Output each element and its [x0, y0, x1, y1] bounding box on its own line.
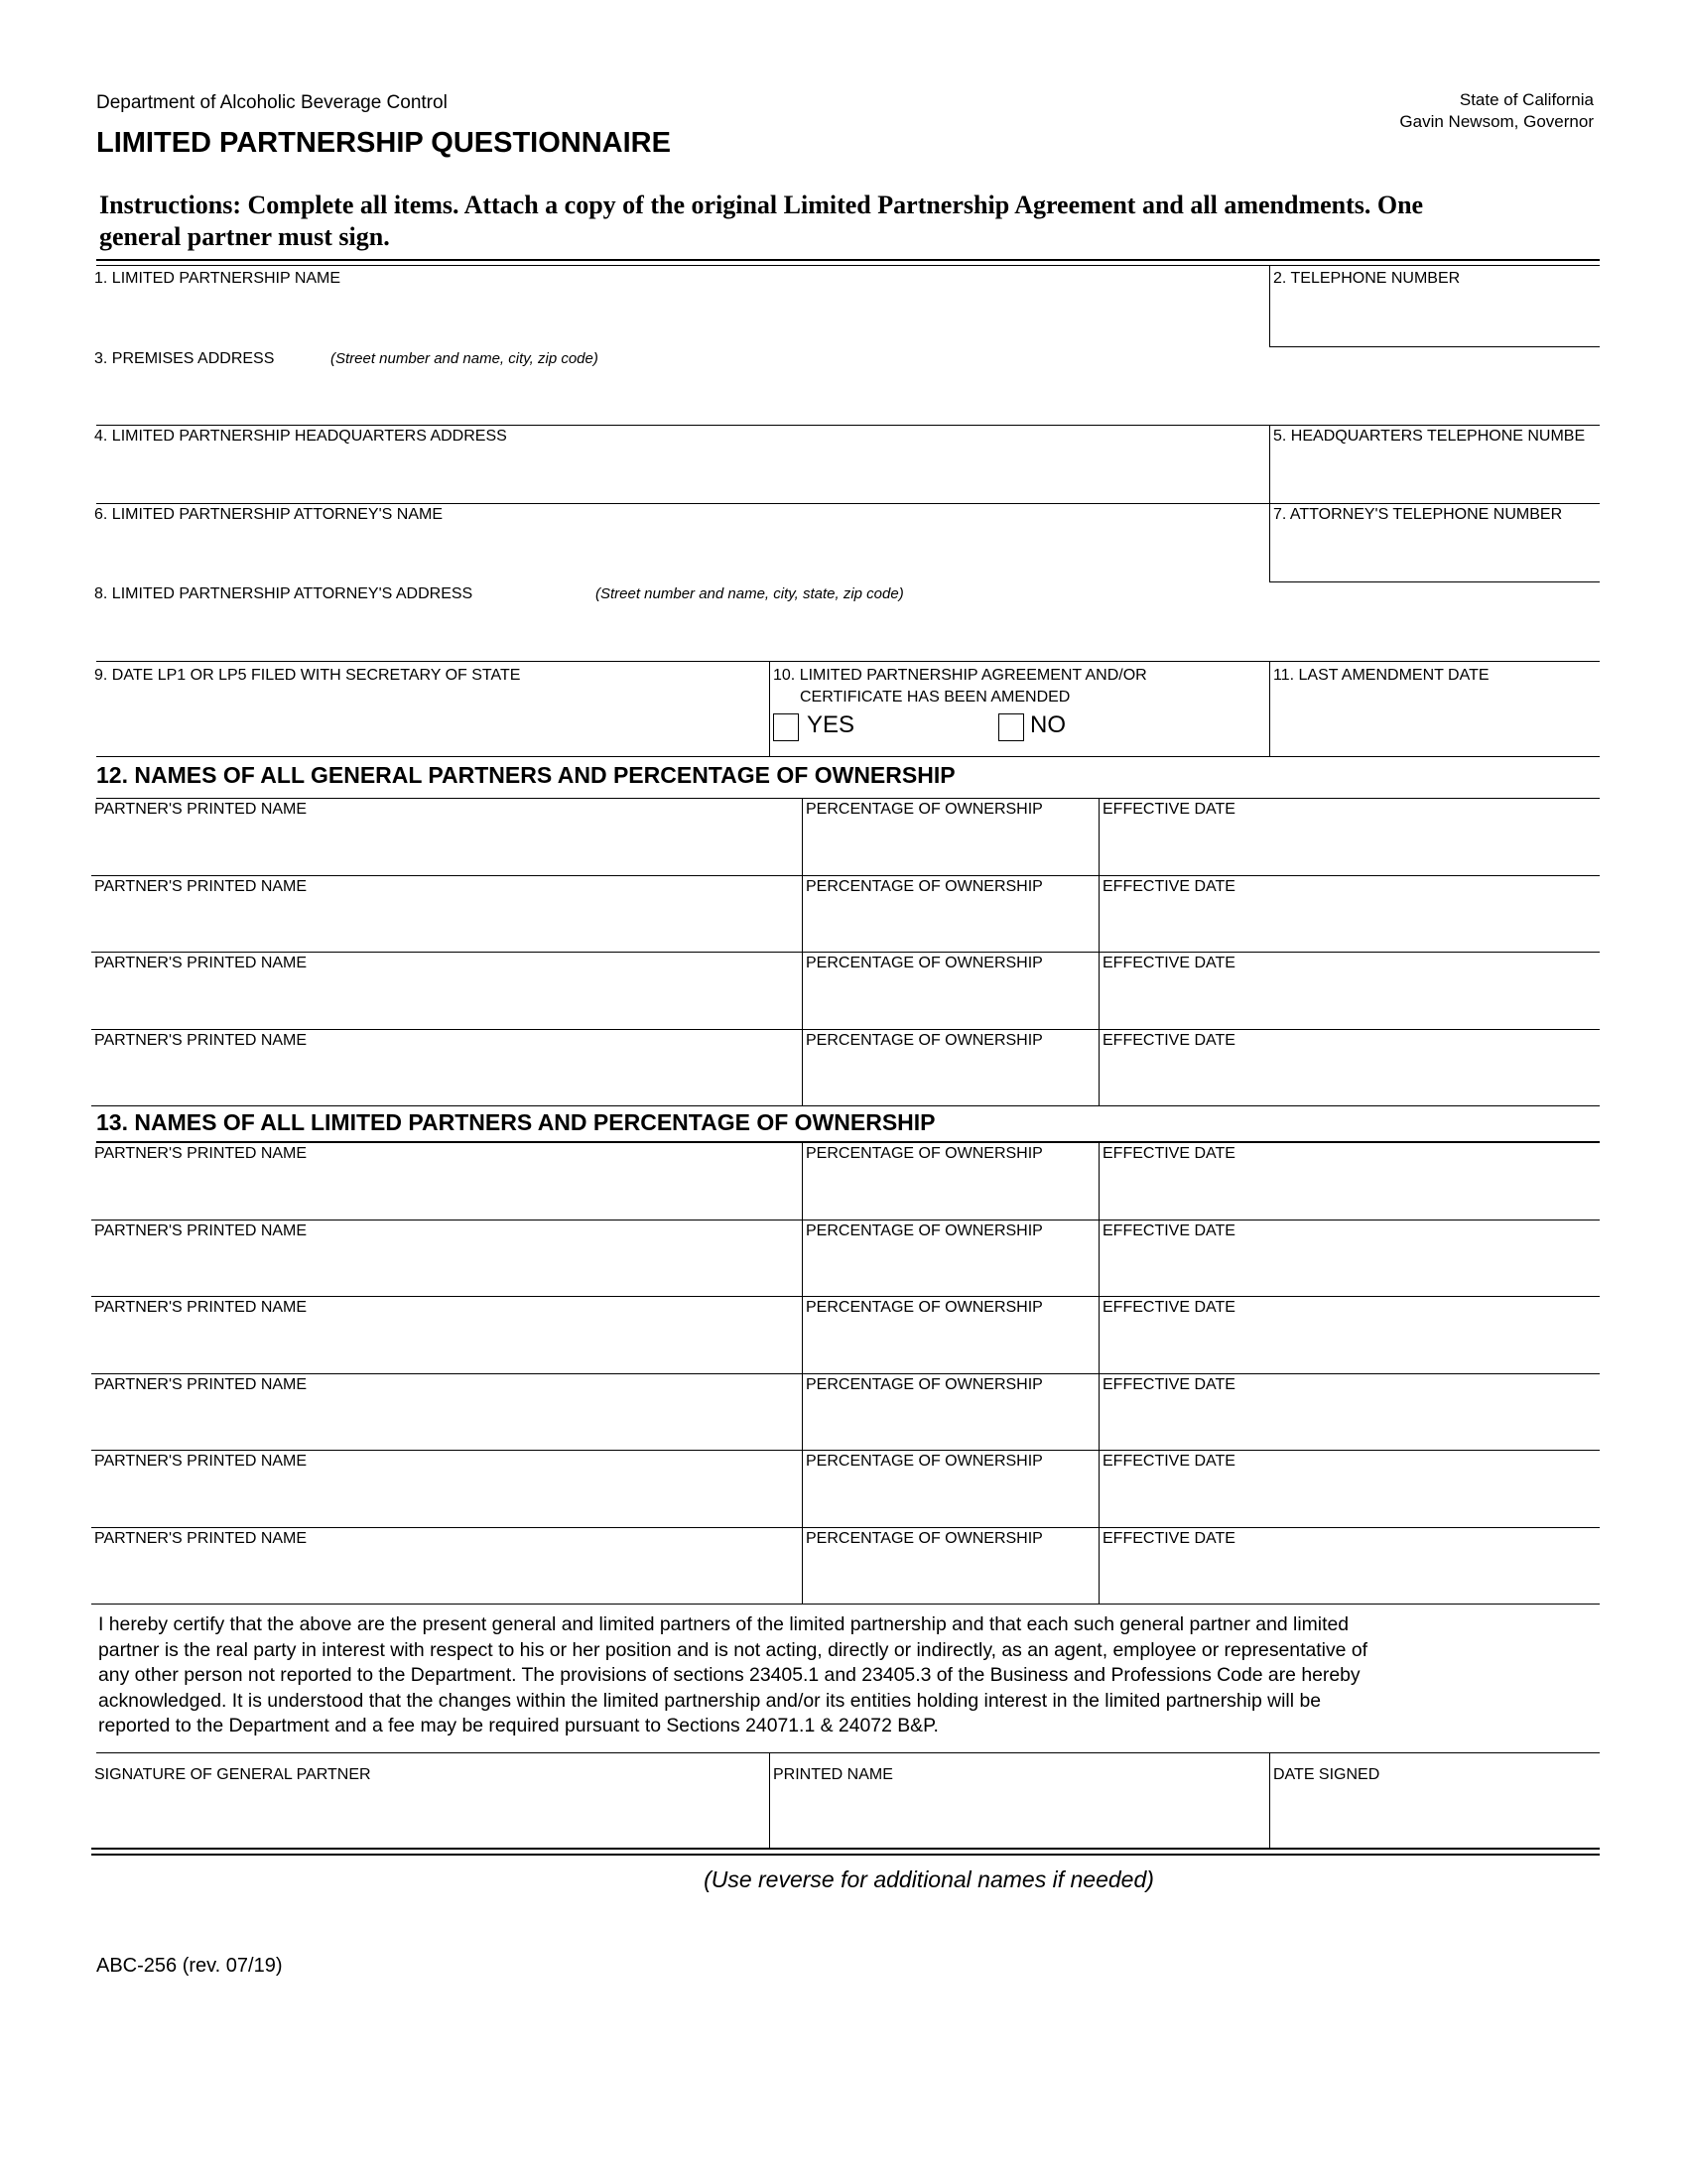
- bottom-rule: [91, 1848, 1600, 1850]
- row-rule: [1269, 581, 1600, 582]
- general-effective-date-input[interactable]: [1103, 1054, 1594, 1101]
- hq-telephone-input[interactable]: [1273, 452, 1596, 496]
- label-percentage: PERCENTAGE OF OWNERSHIP: [806, 1375, 1043, 1393]
- label-effective-date: EFFECTIVE DATE: [1103, 1299, 1235, 1316]
- limited-partner-name-input[interactable]: [94, 1552, 794, 1600]
- limited-effective-date-input[interactable]: [1103, 1475, 1594, 1522]
- label-partner-name: PARTNER'S PRINTED NAME: [94, 1299, 308, 1316]
- general-percentage-input[interactable]: [806, 823, 1094, 870]
- general-partner-name-input[interactable]: [94, 900, 794, 948]
- general-percentage-input[interactable]: [806, 1054, 1094, 1101]
- row-rule: [96, 756, 1600, 757]
- section-rule: [96, 798, 1600, 799]
- label-effective-date: EFFECTIVE DATE: [1103, 955, 1235, 971]
- label-percentage: PERCENTAGE OF OWNERSHIP: [806, 1145, 1043, 1162]
- row-rule: [91, 1527, 1600, 1528]
- limited-effective-date-input[interactable]: [1103, 1244, 1594, 1292]
- divider: [802, 1142, 803, 1220]
- divider: [802, 952, 803, 1029]
- divider: [802, 875, 803, 953]
- certification-line: I hereby certify that the above are the present general and limited partners of the limited partnership and that each such general partner and limited: [98, 1613, 1350, 1635]
- label-effective-date: EFFECTIVE DATE: [1103, 1145, 1235, 1162]
- row-rule: [91, 1029, 1600, 1030]
- limited-partner-name-input[interactable]: [94, 1475, 794, 1522]
- row-rule: [96, 661, 1600, 662]
- certification-text: [98, 1612, 1367, 1739]
- yes-checkbox[interactable]: [773, 713, 799, 741]
- general-partners-heading: 12. NAMES OF ALL GENERAL PARTNERS AND PERCENTAGE OF OWNERSHIP: [96, 762, 956, 788]
- divider: [802, 1029, 803, 1106]
- general-effective-date-input[interactable]: [1103, 976, 1594, 1024]
- instructions-line-1: Instructions: Complete all items. Attach a copy of the original Limited Partnership Agreement and all amendments. One: [99, 191, 1424, 219]
- label-attorney-address: 8. LIMITED PARTNERSHIP ATTORNEY'S ADDRESS: [94, 585, 473, 602]
- label-partner-name: PARTNER'S PRINTED NAME: [94, 1375, 308, 1393]
- divider: [1099, 952, 1100, 1029]
- attorney-telephone-input[interactable]: [1273, 531, 1596, 575]
- limited-percentage-input[interactable]: [806, 1167, 1094, 1215]
- label-partner-name: PARTNER'S PRINTED NAME: [94, 1145, 308, 1162]
- label-effective-date: EFFECTIVE DATE: [1103, 1453, 1235, 1470]
- label-partner-name: PARTNER'S PRINTED NAME: [94, 801, 308, 818]
- limited-percentage-input[interactable]: [806, 1321, 1094, 1368]
- hint-attorney-address: (Street number and name, city, state, zip code): [595, 585, 904, 602]
- limited-partner-name-input[interactable]: [94, 1398, 794, 1446]
- general-percentage-input[interactable]: [806, 976, 1094, 1024]
- label-percentage: PERCENTAGE OF OWNERSHIP: [806, 1529, 1043, 1547]
- label-printed-name: PRINTED NAME: [773, 1766, 893, 1783]
- premises-address-input[interactable]: [94, 375, 1593, 419]
- state-name: State of California: [1459, 90, 1594, 109]
- divider: [1269, 503, 1270, 581]
- reverse-note: (Use reverse for additional names if needed): [704, 1866, 1154, 1892]
- limited-partner-name-input[interactable]: [94, 1321, 794, 1368]
- label-effective-date: EFFECTIVE DATE: [1103, 1529, 1235, 1547]
- divider: [1269, 425, 1270, 503]
- label-effective-date: EFFECTIVE DATE: [1103, 877, 1235, 895]
- divider: [1099, 1142, 1100, 1220]
- general-effective-date-input[interactable]: [1103, 823, 1594, 870]
- label-partner-name: PARTNER'S PRINTED NAME: [94, 1529, 308, 1547]
- section-rule: [96, 1141, 1600, 1143]
- divider: [1099, 875, 1100, 953]
- label-partner-name: PARTNER'S PRINTED NAME: [94, 1221, 308, 1239]
- row-rule: [91, 952, 1600, 953]
- general-partner-name-input[interactable]: [94, 976, 794, 1024]
- label-percentage: PERCENTAGE OF OWNERSHIP: [806, 1453, 1043, 1470]
- limited-effective-date-input[interactable]: [1103, 1167, 1594, 1215]
- general-partner-name-input[interactable]: [94, 823, 794, 870]
- label-lp1-date: 9. DATE LP1 OR LP5 FILED WITH SECRETARY OF STATE: [94, 667, 521, 684]
- label-hq-address: 4. LIMITED PARTNERSHIP HEADQUARTERS ADDRESS: [94, 428, 507, 445]
- no-checkbox[interactable]: [998, 713, 1024, 741]
- certification-line: reported to the Department and a fee may be required pursuant to Sections 24071.1 & 24072 B&P.: [98, 1715, 939, 1736]
- printed-name-input[interactable]: [773, 1794, 1264, 1846]
- divider: [802, 1373, 803, 1451]
- divider: [802, 798, 803, 875]
- limited-percentage-input[interactable]: [806, 1475, 1094, 1522]
- label-percentage: PERCENTAGE OF OWNERSHIP: [806, 1299, 1043, 1316]
- divider: [1269, 266, 1270, 346]
- label-partner-name: PARTNER'S PRINTED NAME: [94, 1453, 308, 1470]
- divider: [802, 1296, 803, 1373]
- divider: [1099, 1029, 1100, 1106]
- label-attorney-telephone: 7. ATTORNEY'S TELEPHONE NUMBER: [1273, 506, 1563, 523]
- label-telephone: 2. TELEPHONE NUMBER: [1273, 270, 1461, 287]
- general-partner-name-input[interactable]: [94, 1054, 794, 1101]
- label-effective-date: EFFECTIVE DATE: [1103, 1375, 1235, 1393]
- limited-partner-name-input[interactable]: [94, 1167, 794, 1215]
- row-rule: [91, 1604, 1600, 1605]
- divider: [802, 1527, 803, 1605]
- label-percentage: PERCENTAGE OF OWNERSHIP: [806, 1031, 1043, 1049]
- row-rule: [91, 875, 1600, 876]
- label-effective-date: EFFECTIVE DATE: [1103, 1221, 1235, 1239]
- label-partner-name: PARTNER'S PRINTED NAME: [94, 1031, 308, 1049]
- divider: [1099, 1373, 1100, 1451]
- divider: [1099, 798, 1100, 875]
- divider: [1269, 1752, 1270, 1850]
- label-percentage: PERCENTAGE OF OWNERSHIP: [806, 877, 1043, 895]
- last-amendment-input[interactable]: [1273, 700, 1596, 749]
- row-rule: [96, 425, 1600, 426]
- limited-effective-date-input[interactable]: [1103, 1321, 1594, 1368]
- divider: [1269, 661, 1270, 756]
- hint-premises-address: (Street number and name, city, zip code): [330, 350, 598, 367]
- label-percentage: PERCENTAGE OF OWNERSHIP: [806, 1221, 1043, 1239]
- limited-effective-date-input[interactable]: [1103, 1398, 1594, 1446]
- lp1-date-input[interactable]: [94, 700, 764, 749]
- row-rule: [91, 1373, 1600, 1374]
- limited-partners-heading: 13. NAMES OF ALL LIMITED PARTNERS AND PERCENTAGE OF OWNERSHIP: [96, 1109, 936, 1135]
- label-amended-1: 10. LIMITED PARTNERSHIP AGREEMENT AND/OR: [773, 667, 1147, 684]
- divider: [1099, 1220, 1100, 1297]
- label-effective-date: EFFECTIVE DATE: [1103, 801, 1235, 818]
- hq-address-input[interactable]: [94, 452, 1260, 496]
- label-percentage: PERCENTAGE OF OWNERSHIP: [806, 955, 1043, 971]
- bottom-rule-thin: [91, 1854, 1600, 1856]
- certification-line: acknowledged. It is understood that the changes within the limited partnership and/or its entities holding interest in the limited partnership will be: [98, 1689, 1322, 1712]
- label-date-signed: DATE SIGNED: [1273, 1766, 1380, 1783]
- row-rule: [91, 1450, 1600, 1451]
- limited-effective-date-input[interactable]: [1103, 1552, 1594, 1600]
- instructions-line-2: general partner must sign.: [99, 222, 390, 251]
- label-hq-telephone: 5. HEADQUARTERS TELEPHONE NUMBE: [1273, 428, 1586, 445]
- limited-partner-name-input[interactable]: [94, 1244, 794, 1292]
- divider: [1099, 1450, 1100, 1527]
- governor-name: Gavin Newsom, Governor: [1399, 112, 1594, 131]
- divider: [769, 1752, 770, 1850]
- label-percentage: PERCENTAGE OF OWNERSHIP: [806, 801, 1043, 818]
- row-rule: [91, 1105, 1600, 1106]
- signature-input[interactable]: [94, 1794, 764, 1846]
- label-lp-name: 1. LIMITED PARTNERSHIP NAME: [94, 270, 341, 287]
- certification-line: partner is the real party in interest with respect to his or her position and is not acting, directly or indirectly, as an agent, employee or representative of: [98, 1638, 1367, 1661]
- divider: [1099, 1527, 1100, 1605]
- label-effective-date: EFFECTIVE DATE: [1103, 1031, 1235, 1049]
- yes-label: YES: [807, 711, 855, 738]
- date-signed-input[interactable]: [1273, 1794, 1596, 1846]
- general-percentage-input[interactable]: [806, 900, 1094, 948]
- label-amended-2: CERTIFICATE HAS BEEN AMENDED: [800, 689, 1071, 706]
- divider: [802, 1450, 803, 1527]
- no-label: NO: [1030, 711, 1066, 738]
- label-partner-name: PARTNER'S PRINTED NAME: [94, 955, 308, 971]
- limited-percentage-input[interactable]: [806, 1398, 1094, 1446]
- attorney-address-input[interactable]: [94, 609, 1593, 655]
- telephone-input[interactable]: [1273, 298, 1596, 341]
- top-rule: [96, 259, 1600, 261]
- label-last-amendment: 11. LAST AMENDMENT DATE: [1273, 667, 1490, 684]
- certification-line: any other person not reported to the Department. The provisions of sections 23405.1 and 23405.3 of the Business and Professions Code are hereby: [98, 1664, 1361, 1686]
- label-partner-name: PARTNER'S PRINTED NAME: [94, 877, 308, 895]
- general-effective-date-input[interactable]: [1103, 900, 1594, 948]
- limited-percentage-input[interactable]: [806, 1244, 1094, 1292]
- divider: [769, 661, 770, 756]
- limited-percentage-input[interactable]: [806, 1552, 1094, 1600]
- lp-name-input[interactable]: [94, 298, 1260, 341]
- label-attorney-name: 6. LIMITED PARTNERSHIP ATTORNEY'S NAME: [94, 506, 443, 523]
- row-rule: [96, 503, 1600, 504]
- top-rule-thin: [96, 265, 1600, 266]
- form-id: ABC-256 (rev. 07/19): [96, 1955, 283, 1977]
- divider: [802, 1220, 803, 1297]
- row-rule: [1269, 346, 1600, 347]
- attorney-name-input[interactable]: [94, 531, 1260, 575]
- divider: [1099, 1296, 1100, 1373]
- label-signature: SIGNATURE OF GENERAL PARTNER: [94, 1766, 371, 1783]
- label-premises-address: 3. PREMISES ADDRESS: [94, 350, 275, 367]
- row-rule: [96, 1752, 1600, 1753]
- row-rule: [91, 1296, 1600, 1297]
- form-title: LIMITED PARTNERSHIP QUESTIONNAIRE: [96, 127, 671, 159]
- department-name: Department of Alcoholic Beverage Control: [96, 92, 448, 113]
